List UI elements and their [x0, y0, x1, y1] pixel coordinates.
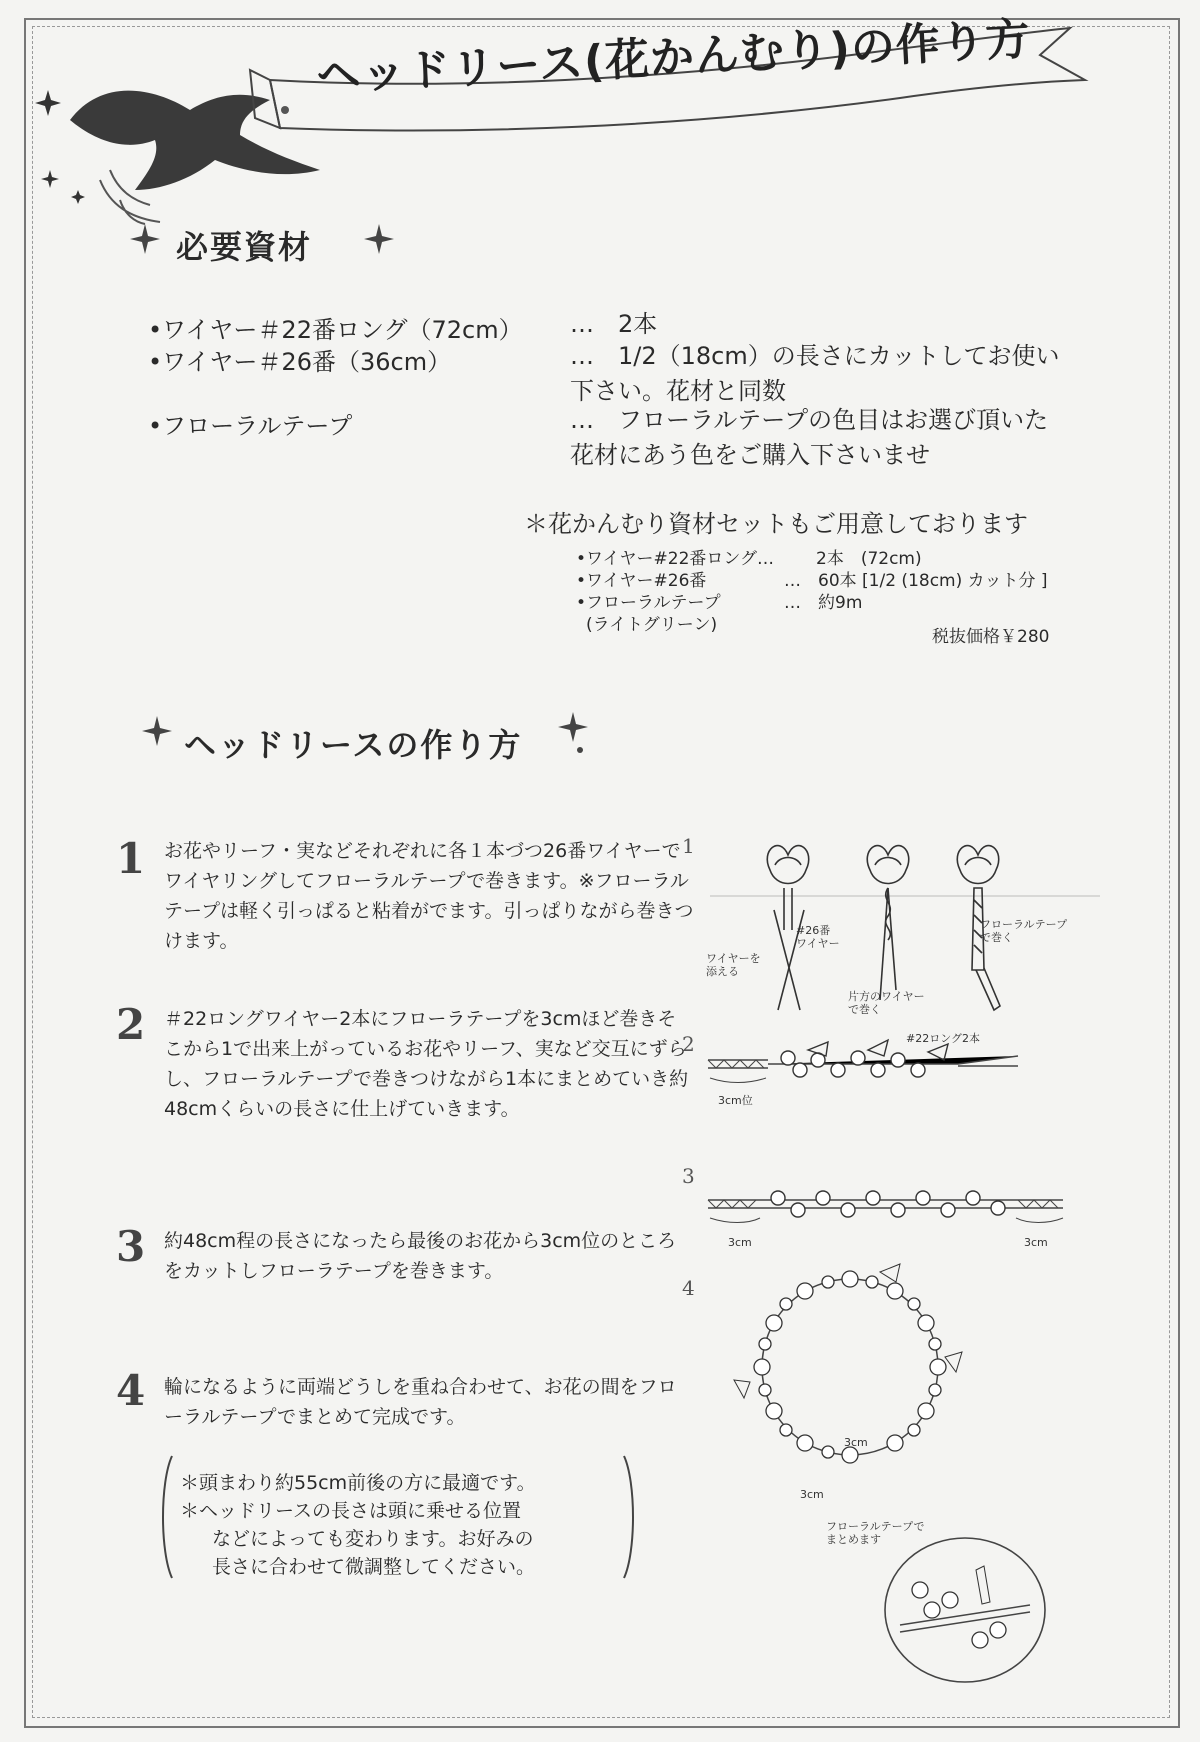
materials-heading: 必要資材 — [176, 228, 313, 266]
label-3cm-wreath-b: 3cm — [800, 1488, 824, 1501]
sparkle-icon — [128, 222, 162, 256]
zoom-detail-illustration — [880, 1530, 1050, 1690]
set-price: 税抜価格￥280 — [932, 627, 1050, 647]
label-3cm-approx: 3cm位 — [718, 1094, 753, 1107]
sparkle-icon — [362, 222, 396, 256]
step-number-3: 3 — [116, 1222, 146, 1271]
step-text-3: 約48cm程の長さになったら最後のお花から3cm位のところをカットしフローラテープを巻きます。 — [164, 1230, 677, 1282]
set-row-name-1: •ワイヤー#22番ロング… — [576, 549, 775, 569]
step-text-1: お花やリーフ・実などそれぞれに各１本づつ26番ワイヤーでワイヤリングしてフローラルテープで巻きます。※フローラルテープは軽く引っぱると粘着がでます。引っぱりながら巻きつけます。 — [164, 840, 694, 952]
label-long22: #22ロング2本 — [906, 1032, 980, 1045]
set-row-name-3: •フローラルテープ — [576, 593, 721, 613]
material-name-2: •ワイヤー＃26番（36cm） — [148, 348, 452, 376]
label-wrap-one: 片方のワイヤー で巻く — [848, 990, 925, 1016]
note-line-2: ＊ヘッドリースの長さは頭に乗せる位置 — [180, 1500, 522, 1522]
step-number-1: 1 — [116, 834, 146, 883]
step-text-4: 輪になるように両端どうしを重ね合わせて、お花の間をフローラルテープでまとめて完成です。 — [164, 1376, 677, 1428]
label-wrap-tape: フローラルテープ で巻く — [980, 918, 1068, 944]
page-title: ヘッドリース(花かんむり)の作り方 — [315, 13, 1032, 103]
illustration-number-3: 3 — [682, 1164, 695, 1188]
illustration-number-1: 1 — [682, 834, 695, 858]
note-line-3: などによっても変わります。お好みの — [212, 1528, 534, 1550]
garland-start-illustration — [708, 1030, 1028, 1100]
wreath-illustration — [730, 1262, 970, 1482]
illustration-number-4: 4 — [682, 1276, 695, 1300]
material-name-1: •ワイヤー＃22番ロング（72cm） — [148, 316, 523, 344]
howto-heading: ヘッドリースの作り方 — [184, 726, 523, 764]
label-3cm-left: 3cm — [728, 1236, 752, 1249]
set-row-value-2: … 60本 [1/2 (18cm) カット分 ] — [784, 571, 1048, 591]
set-row-value-3: … 約9m — [784, 593, 863, 613]
note-line-1: ＊頭まわり約55cm前後の方に最適です。 — [180, 1472, 536, 1494]
label-3cm-wreath-a: 3cm — [844, 1436, 868, 1449]
note-line-4: 長さに合わせて微調整してください。 — [212, 1556, 536, 1578]
label-tape-bind: フローラルテープで まとめます — [826, 1520, 925, 1546]
material-value-1: … 2本 — [570, 310, 658, 338]
label-wire26: #26番 ワイヤー — [796, 924, 840, 950]
set-row-name-2: •ワイヤー#26番 — [576, 571, 707, 591]
material-value-3: … フローラルテープの色目はお選び頂いた花材にあう色をご購入下さいませ — [570, 406, 1049, 469]
set-title: ＊花かんむり資材セットもご用意しております — [524, 510, 1028, 538]
label-3cm-right: 3cm — [1024, 1236, 1048, 1249]
step-number-4: 4 — [116, 1366, 146, 1415]
sparkle-icon — [556, 708, 590, 758]
garland-full-illustration — [708, 1172, 1068, 1232]
illustration-number-2: 2 — [682, 1032, 695, 1056]
sparkle-icon — [140, 712, 174, 752]
step-text-2: ＃22ロングワイヤー2本にフローラテープを3cmほど巻きそこから1で出来上がっているお花やリーフ、実など交互にずらし、フローラルテープで巻きつけながら1本にまとめていき約48cmくらいの長さに仕上げていきます。 — [164, 1008, 689, 1120]
step-number-2: 2 — [116, 1000, 146, 1049]
material-value-2: … 1/2（18cm）の長さにカットしてお使い下さい。花材と同数 — [570, 342, 1060, 405]
set-row-name-4: (ライトグリーン) — [586, 615, 718, 635]
set-row-value-1: 2本 (72cm) — [816, 549, 922, 569]
label-add-wire: ワイヤーを 添える — [706, 952, 761, 978]
material-name-3: •フローラルテープ — [148, 412, 353, 440]
sparkle-icon — [30, 70, 90, 210]
